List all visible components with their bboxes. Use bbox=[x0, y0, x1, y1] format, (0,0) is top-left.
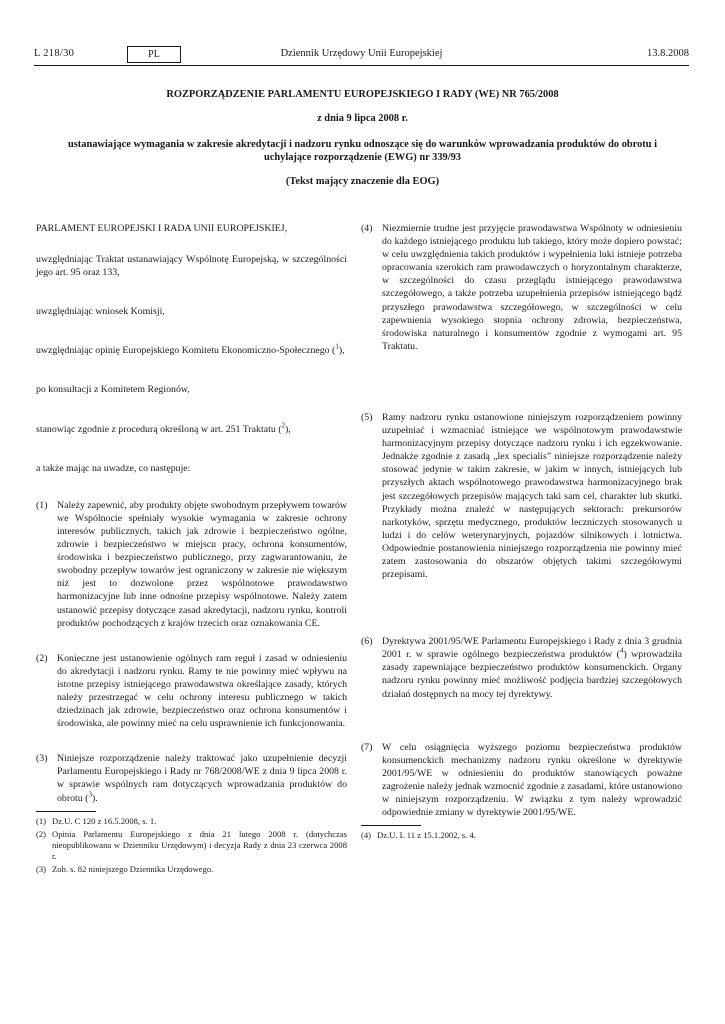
left-column bbox=[36, 222, 347, 877]
regulation-title: ROZPORZĄDZENIE PARLAMENTU EUROPEJSKIEGO I RADY (WE) NR 765/2008 bbox=[166, 89, 559, 100]
footnote-4 bbox=[361, 830, 682, 841]
recital-text: Należy zapewnić, aby produkty objęte swobodnym przepływem towarów we Wspólnocie spełniały wysokie wymagania w zakresie ochrony interesów publicznych, takich jak zdrowie i bezpieczeństwo ogólne, zdrowie i bezpieczeństwo w miejscu pracy, ochrona konsumentów, środowiska i bezpieczeństwo publicznego, przy zagwarantowaniu, że swobodny przepływ towarów jest ograniczony w zakresie nie większym niż jest to dozwolone przez wspólnotowe prawodawstwo harmonizacyjne lub inne odnośne przepisy wspólnotowe. Należy zatem ustanowić przepisy dotyczące zasad akredytacji, nadzoru rynku, kontroli produktów pochodzących z krajów trzecich oraz oznakowania CE. bbox=[57, 499, 347, 629]
preamble-whereas: a także mając na uwadze, co następuje: bbox=[36, 462, 191, 474]
footnote-ref: 3 bbox=[88, 790, 92, 799]
recital-text: Niezmiernie trudne jest przyjęcie prawodawstwa Wspólnoty w odniesieniu do każdego istniejącego produktu lub takiego, który może dopiero powstać; w celu uwzględnienia takich produktów i wypełnienia luki istnieje potrzeba opracowania szerokich ram prawodawczych o horyzontalnym charakterze, w szczególności do czasu przeglądu istniejącego prawodawstwa szczegółowego, a także potrzeba uzupełnienia przepisów istniejącego bądź przyszłego prawodawstwa szczegółowego, w szczególności w celu zapewnienia wysokiego stopnia ochrony zdrowia, bezpieczeństwa, środowiska naturalnego i konsumentów zgodnie z wymogami art. 95 Traktatu. bbox=[382, 223, 682, 352]
footnote-1 bbox=[36, 816, 347, 827]
recital-text: Konieczne jest ustanowienie ogólnych ram reguł i zasad w odniesieniu do akredytacji i nadzoru rynku. Ramy te nie powinny mieć wpływu na istotne przepisy istniejącego prawodawstwa określające zasady, których należy przestrzegać w celu ochrony interesu publicznego w takich dziedzinach jak zdrowie, bezpieczeństwo oraz ochrona konsumentów i środowiska, ale powinny mieć na celu usprawnienie ich funkcjonowania. bbox=[57, 652, 347, 730]
eea-relevance: (Tekst mający znaczenie dla EOG) bbox=[285, 176, 440, 187]
footnote-number: (1) bbox=[36, 815, 47, 826]
regulation-subject: ustanawiające wymagania w zakresie akredytacji i nadzoru rynku odnoszące się do warunków wprowadzania produktów do obrotu i uchylające rozporządzenie (EWG) nr 339/93 bbox=[67, 139, 658, 163]
footnote-text: Dz.U. L 11 z 15.1.2002, s. 4. bbox=[377, 830, 476, 841]
recital-7 bbox=[361, 741, 682, 820]
preamble-procedure: stanowiąc zgodnie z procedurą określoną w art. 251 Traktatu ($^2$), bbox=[36, 421, 291, 435]
recital-6 bbox=[361, 635, 682, 700]
preamble-proposal: uwzględniając wniosek Komisji, bbox=[36, 306, 165, 318]
right-column bbox=[361, 222, 682, 843]
footnote-ref: 2 bbox=[281, 421, 285, 430]
recital-1 bbox=[36, 499, 347, 630]
recital-text: Niniejsze rozporządzenie należy traktować jako uzupełnienie decyzji Parlamentu Europejskiego i Rady nr 768/2008/WE z dnia 9 lipca 2008 r. w sprawie wspólnych ram dotyczących wprowadzania produktów do obrotu ($^3$). bbox=[57, 753, 347, 804]
recital-3 bbox=[36, 752, 347, 804]
recital-text: Dyrektywa 2001/95/WE Parlamentu Europejskiego i Rady z dnia 3 grudnia 2001 r. w sprawie ogólnego bezpieczeństwa produktów ($^4$) wprowadziła zasady zapewniające bezpieczeństwo produktów konsumenckich. Organy nadzoru rynku powinny mieć możliwość podjęcia bardziej szczegółowych działań dostępnych na mocy tej dyrektywy. bbox=[382, 636, 682, 700]
recital-5 bbox=[361, 411, 682, 581]
footnote-ref: 1 bbox=[335, 343, 339, 352]
recital-number: (1) bbox=[36, 499, 48, 511]
footnote-number: (3) bbox=[36, 863, 47, 874]
footnote-divider bbox=[361, 825, 421, 826]
recital-number: (7) bbox=[361, 741, 373, 753]
preamble-regions: po konsultacji z Komitetem Regionów, bbox=[36, 384, 190, 396]
recital-4 bbox=[361, 222, 682, 353]
footnote-2 bbox=[36, 829, 347, 862]
footnote-text: Dz.U. C 120 z 16.5.2008, s. 1. bbox=[52, 815, 157, 826]
footnote-number: (4) bbox=[361, 830, 372, 841]
recital-number: (5) bbox=[361, 411, 373, 423]
recital-text: W celu osiągnięcia wyższego poziomu bezpieczeństwa produktów konsumenckich mechanizmy nadzoru rynku określone w dyrektywie 2001/95/WE w odniesieniu do produktów stanowiących poważne zagrożenie należy jednak wzmocnić zgodnie z zasadami, które ustanowiono w niniejszym rozporządzeniu. W związku z tym należy wprowadzić odpowiednie zmiany w dyrektywie 2001/95/WE. bbox=[382, 741, 682, 819]
footnote-text: Zob. s. 82 niniejszego Dziennika Urzędowego. bbox=[52, 863, 214, 874]
preamble-treaty: uwzględniając Traktat ustanawiający Wspólnotę Europejską, w szczególności jego art. 95 oraz 133, bbox=[36, 254, 347, 279]
recital-text: Ramy nadzoru rynku ustanowione niniejszym rozporządzeniem powinny uzupełniać i wzmacniać istniejące we wspólnotowym prawodawstwie harmonizacyjnym przepisy dotyczące nadzoru rynku i ich egzekwowanie. Jednakże zgodnie z zasadą „lex specialis” niniejsze rozporządzenie należy stosować jedynie w takim zakresie, w jakim w innych, istniejących lub przyszłych aktach wspólnotowego prawodawstwa harmonizacyjnego brak jest szczegółowych przepisów mających taki sam cel, charakter lub skutki. Przykłady można znaleźć w następujących sektorach: prekursorów narkotyków, sprzętu medycznego, produktów leczniczych stosowanych u ludzi i do celów weterynaryjnych, pojazdów silnikowych i lotnictwa. Odpowiednie postanowienia niniejszego rozporządzenia nie powinny mieć zatem zastosowania do obszarów objętych takimi szczegółowymi przepisami. bbox=[382, 411, 682, 581]
recital-number: (3) bbox=[36, 753, 48, 765]
journal-title: Dziennik Urzędowy Unii Europejskiej bbox=[280, 48, 443, 59]
recital-number: (4) bbox=[361, 223, 373, 234]
publication-date: 13.8.2008 bbox=[647, 48, 689, 59]
header-divider bbox=[34, 65, 689, 66]
preamble-eesc-opinion: uwzględniając opinię Europejskiego Komitetu Ekonomiczno-Społecznego ($^1$), bbox=[36, 343, 345, 357]
page-header bbox=[34, 44, 689, 66]
recital-2 bbox=[36, 652, 347, 731]
recital-number: (6) bbox=[361, 636, 373, 648]
footnote-number: (2) bbox=[36, 828, 47, 839]
recital-number: (2) bbox=[36, 652, 48, 664]
document-title bbox=[60, 88, 665, 188]
footnote-ref: 4 bbox=[619, 646, 624, 655]
language-badge: PL bbox=[127, 46, 181, 63]
regulation-date: z dnia 9 lipca 2008 r. bbox=[317, 113, 408, 124]
footnote-3 bbox=[36, 864, 347, 875]
page-reference: L 218/30 bbox=[34, 48, 75, 59]
footnote-text: Opinia Parlamentu Europejskiego z dnia 21 lutego 2008 r. (dotychczas nieopublikowana w Dzienniku Urzędowym) i decyzja Rady z dnia 23 czerwca 2008 r. bbox=[52, 828, 347, 861]
preamble-institutions: PARLAMENT EUROPEJSKI I RADA UNII EUROPEJSKIEJ, bbox=[36, 223, 288, 234]
footnote-divider bbox=[36, 811, 96, 812]
